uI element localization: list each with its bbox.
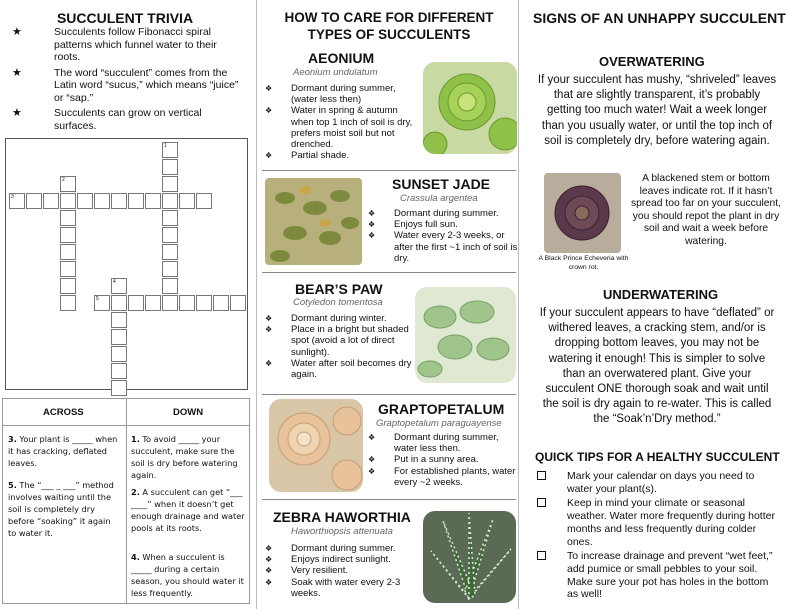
crossword-cell[interactable]: [145, 295, 161, 311]
crossword-cell[interactable]: [162, 142, 178, 158]
diamond-bullet-icon: ❖: [368, 433, 376, 442]
crossword-cell[interactable]: [145, 193, 161, 209]
star-icon: ★: [12, 66, 22, 79]
crossword-cell[interactable]: [162, 261, 178, 277]
crossword-cell[interactable]: [111, 329, 127, 345]
crossword-cell[interactable]: [230, 295, 246, 311]
plant-tip: ❖ Dormant during summer, (water less then): [265, 83, 396, 106]
diamond-bullet-icon: ❖: [265, 544, 273, 553]
rot-text: A blackened stem or bottom leaves indicate rot. If it hasn’t spread too far on your succulent, you should repot the plant in dry soil and wait a week before watering.: [631, 173, 781, 247]
overwatering-title: OVERWATERING: [599, 54, 705, 69]
care-panel: [262, 0, 516, 609]
section-divider: [262, 170, 516, 171]
diamond-bullet-icon: ❖: [368, 209, 376, 218]
crossword-cell[interactable]: [162, 159, 178, 175]
trivia-item: ★ Succulents can grow on vertical surfaces.: [12, 107, 202, 132]
crossword-cell[interactable]: [162, 176, 178, 192]
black-prince-photo: [544, 173, 621, 253]
panel-divider: [256, 0, 257, 609]
crossword-cell[interactable]: [162, 193, 178, 209]
plant-tip: ❖ Put in a sunny area.: [368, 454, 479, 466]
checkbox-bullet-icon: [537, 498, 546, 507]
plant-tips: [368, 432, 518, 488]
diamond-bullet-icon: ❖: [265, 106, 273, 116]
trivia-item: ★ The word “succulent” comes from the Latin word “sucus,” which means “juice” or “sap.”: [12, 66, 239, 104]
star-icon: ★: [12, 107, 22, 119]
diamond-bullet-icon: ❖: [265, 555, 273, 565]
crossword-cell[interactable]: [128, 295, 144, 311]
quick-tips-list: [537, 470, 782, 603]
star-icon: ★: [12, 26, 22, 38]
panel-divider: [518, 0, 519, 609]
diamond-bullet-icon: ❖: [368, 220, 376, 230]
plant-tip: ❖ Very resilient.: [265, 565, 349, 577]
diamond-bullet-icon: ❖: [265, 151, 273, 161]
down-clue: 4. When a succulent is _____ during a certain season, you should water it less frequently.: [131, 552, 244, 598]
across-header: ACROSS: [43, 407, 84, 418]
section-divider: [262, 272, 516, 273]
crossword-cell[interactable]: [196, 295, 212, 311]
overwatering-text: If your succulent has mushy, “shriveled” leaves that are slightly transparent, it’s probably getting too much water! Wait a week longer than you usually water, or until the top inch of soil is completely dry, before watering again.: [537, 74, 777, 147]
plant-tip: ❖ Place in a bright but shaded spot (avoid a lot of direct sunlight).: [265, 324, 409, 358]
trivia-list: [12, 26, 244, 135]
signs-title: SIGNS OF AN UNHAPPY SUCCULENT: [533, 10, 786, 26]
diamond-bullet-icon: ❖: [265, 566, 273, 576]
crossword-cell[interactable]: [60, 278, 76, 294]
across-clue: 3. Your plant is _____ when it has cracking, deflated leaves.: [8, 434, 118, 468]
crossword-cell[interactable]: [111, 380, 127, 396]
plant-tip: ❖ Water in spring & autumn when top 1 inch of soil is dry, prefers moist soil but not drenched.: [265, 105, 413, 151]
diamond-bullet-icon: ❖: [368, 455, 376, 465]
crossword-grid: [5, 138, 248, 390]
crossword-cell[interactable]: [128, 193, 144, 209]
crossword-cell[interactable]: [196, 193, 212, 209]
photo-caption: A Black Prince Echeveria with crown rot.: [538, 255, 629, 271]
quick-tips-title: QUICK TIPS FOR A HEALTHY SUCCULENT: [535, 450, 780, 464]
crossword-cell[interactable]: [111, 193, 127, 209]
crossword-number: 4: [113, 279, 116, 285]
crossword-cell[interactable]: [9, 193, 25, 209]
checkbox-bullet-icon: [537, 471, 546, 480]
plant-tip: ❖ Dormant during summer, water less then.: [368, 432, 499, 455]
diamond-bullet-icon: ❖: [265, 358, 273, 368]
aeonium-photo: [423, 62, 517, 154]
down-clue: 1. To avoid _____ your succulent, make sure the soil is dry before watering again.: [131, 434, 238, 480]
plant-tip: ❖ Soak with water every 2-3 weeks.: [265, 576, 401, 599]
crossword-cell[interactable]: [77, 193, 93, 209]
plant-scientific-name: Aeonium undulatum: [293, 67, 378, 78]
plant-tip: ❖ Partial shade.: [265, 150, 350, 162]
quick-tip: Keep in mind your climate or seasonal weather. Water more frequently during hotter months and less frequently during colder ones.: [537, 497, 782, 548]
crossword-cell[interactable]: [60, 210, 76, 226]
section-divider: [262, 394, 516, 395]
crossword-number: 3: [11, 194, 14, 200]
sunset-jade-photo: [265, 178, 362, 265]
plant-tips: [265, 543, 420, 599]
trivia-title: SUCCULENT TRIVIA: [56, 10, 194, 26]
crossword-cell[interactable]: [26, 193, 42, 209]
plant-name: AEONIUM: [308, 50, 375, 66]
crossword-cell[interactable]: [60, 295, 76, 311]
plant-tip: ❖ Dormant during winter.: [265, 313, 387, 324]
plant-name: GRAPTOPETALUM: [378, 401, 505, 417]
plant-scientific-name: Graptopetalum paraguayense: [376, 418, 502, 429]
trivia-item: ★ Succulents follow Fibonacci spiral patterns which funnel water to their roots.: [12, 26, 217, 63]
crossword-cell[interactable]: [94, 295, 110, 311]
plant-tips: [265, 313, 417, 380]
diamond-bullet-icon: ❖: [265, 325, 273, 335]
underwatering-text: If your succulent appears to have “deflated” or withered leaves, a cracking stem, and/or is dropping bottom leaves, you may not be watering it enough! This is simpler to solve than an overwatered plant. Give your succulent ONE thorough soak and wait until the soil is dry again to re-water. This is called the “Soak’n’Dry method.”: [539, 307, 775, 426]
crossword-cell[interactable]: [43, 193, 59, 209]
plant-tip: ❖ Water every 2-3 weeks, or after the first ~1 inch of soil is dry.: [368, 230, 518, 264]
crossword-cell[interactable]: [162, 210, 178, 226]
crossword-number: 1: [164, 143, 167, 149]
zebra-haworthia-photo: [423, 511, 516, 603]
plant-tip: ❖ Enjoys indirect sunlight.: [265, 554, 391, 566]
crossword-number: 5: [96, 296, 99, 302]
bears-paw-photo: [415, 287, 516, 383]
crossword-cell[interactable]: [60, 193, 76, 209]
crossword-cell[interactable]: [94, 193, 110, 209]
plant-tip: ❖ Dormant during summer.: [265, 543, 396, 554]
crossword-cell[interactable]: [111, 312, 127, 328]
care-title: HOW TO CARE FOR DIFFERENT TYPES OF SUCCULENTS: [284, 10, 494, 42]
quick-tip: Mark your calendar on days you need to water your plant(s).: [537, 470, 782, 495]
crossword-cell[interactable]: [162, 227, 178, 243]
crossword-cell[interactable]: [179, 193, 195, 209]
plant-scientific-name: Crassula argentea: [400, 193, 478, 204]
plant-tips: [368, 208, 518, 264]
plant-name: ZEBRA HAWORTHIA: [273, 509, 411, 525]
plant-scientific-name: Haworthiopsis attenuata: [291, 526, 393, 537]
plant-tip: ❖ For established plants, water every ~2 weeks.: [368, 465, 516, 488]
diamond-bullet-icon: ❖: [265, 577, 273, 587]
signs-panel: [523, 0, 788, 609]
section-divider: [262, 499, 516, 500]
crossword-cell[interactable]: [162, 295, 178, 311]
crossword-cell[interactable]: [162, 244, 178, 260]
crossword-cell[interactable]: [60, 261, 76, 277]
crossword-cell[interactable]: [60, 244, 76, 260]
crossword-cell[interactable]: [162, 278, 178, 294]
table-divider: [126, 399, 127, 603]
plant-tips: [265, 83, 420, 161]
crossword-number: 2: [62, 177, 65, 183]
crossword-cell[interactable]: [60, 176, 76, 192]
crossword-cell[interactable]: [60, 227, 76, 243]
plant-name: SUNSET JADE: [392, 176, 491, 192]
crossword-cell[interactable]: [111, 295, 127, 311]
diamond-bullet-icon: ❖: [265, 314, 273, 323]
underwatering-title: UNDERWATERING: [603, 287, 719, 302]
checkbox-bullet-icon: [537, 551, 546, 560]
down-header: DOWN: [173, 407, 204, 418]
crossword-cell[interactable]: [111, 346, 127, 362]
diamond-bullet-icon: ❖: [265, 84, 273, 93]
clue-table: [2, 398, 250, 604]
crossword-cell[interactable]: [111, 363, 127, 379]
crossword-cell[interactable]: [111, 278, 127, 294]
quick-tip: To increase drainage and prevent “wet feet,” add pumice or small pebbles to your soil. Make sure your pot has holes in the bottom as well!: [537, 550, 782, 601]
crossword-cell[interactable]: [213, 295, 229, 311]
plant-tip: ❖ Dormant during summer.: [368, 208, 499, 219]
crossword-cell[interactable]: [179, 295, 195, 311]
plant-tip: ❖ Enjoys full sun.: [368, 219, 458, 231]
plant-scientific-name: Cotyledon tomentosa: [293, 297, 383, 308]
plant-name: BEAR’S PAW: [295, 281, 383, 297]
down-clue: 2. A succulent can get “___ ____” when it doesn’t get enough drainage and water pools at its roots.: [131, 487, 245, 533]
plant-tip: ❖ Water after soil becomes dry again.: [265, 357, 412, 381]
diamond-bullet-icon: ❖: [368, 466, 376, 476]
graptopetalum-photo: [269, 399, 363, 492]
trivia-panel: [0, 0, 256, 609]
across-clue: 5. The “___ _ ___” method involves waiting until the soil is completely dry before “soaking” it again to water it.: [8, 480, 114, 538]
diamond-bullet-icon: ❖: [368, 231, 376, 241]
